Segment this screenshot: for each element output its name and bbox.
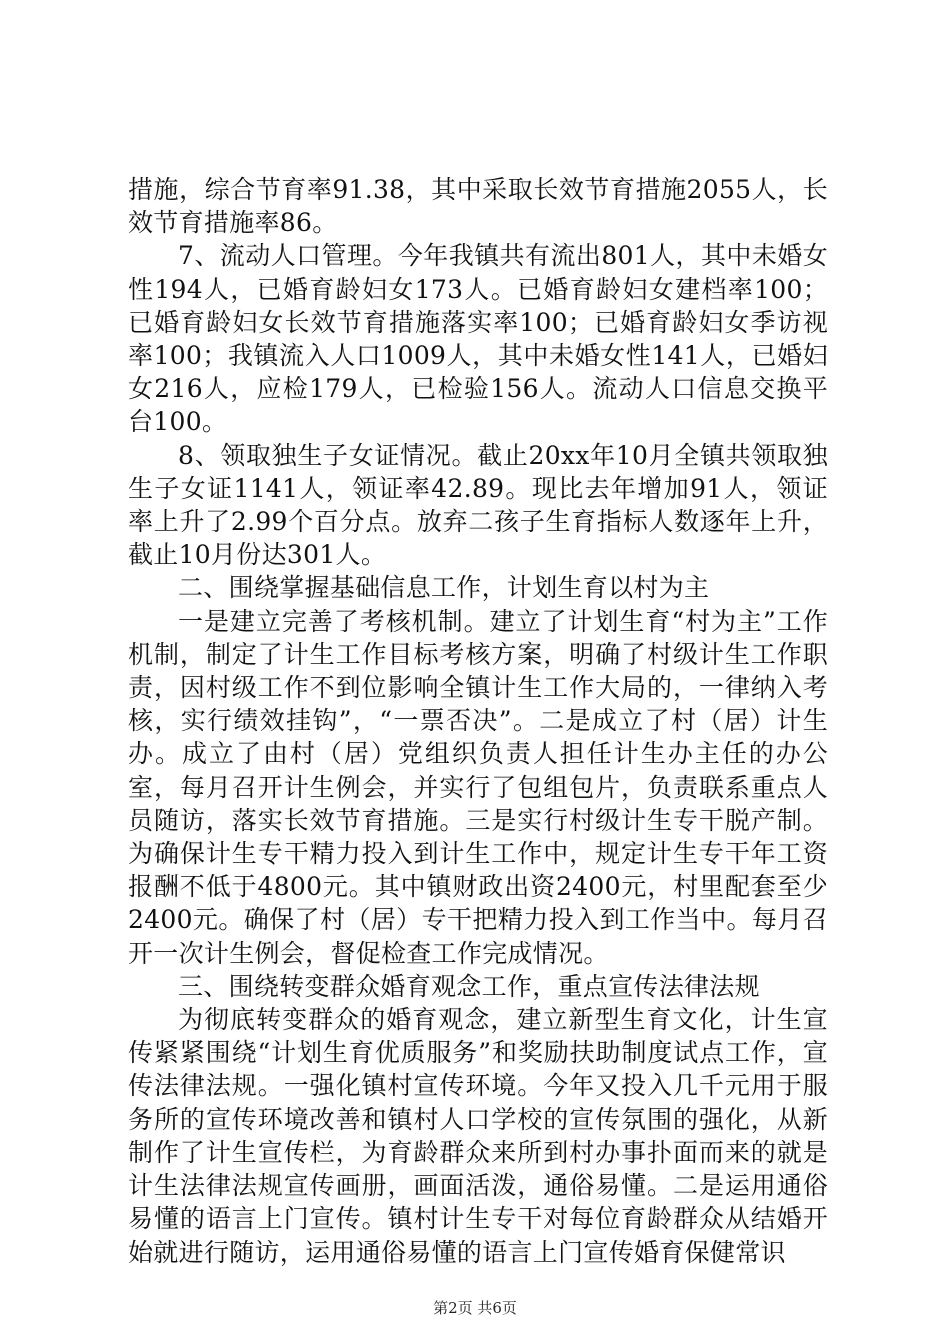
section-heading-2: 二、围绕掌握基础信息工作，计划生育以村为主 <box>178 573 710 603</box>
paragraph-section-2-body: 一是建立完善了考核机制。建立了计划生育“村为主”工作机制，制定了计生工作目标考核方案，明确了村级计生工作职责，因村级工作不到位影响全镇计生工作大局的，一律纳入考核，实行绩效挂钩”，“一票否决”。二是成立了村（居）计生办。成立了由村（居）党组织负责人担任计生办主任的办公室，每月召开计生例会，并实行了包组包片，负责联系重点人员随访，落实长效节育措施。三是实行村级计生专干脱产制。为确保计生专干精力投入到计生工作中，规定计生专干年工资报酬不低于4800元。其中镇财政出资2400元，村里配套至少2400元。确保了村（居）专干把精力投入到工作当中。每月召开一次计生例会，督促检查工作完成情况。 <box>128 606 828 968</box>
document-body <box>128 173 828 1269</box>
paragraph-item-8-only-child-certificate: 8、领取独生子女证情况。截止20xx年10月全镇共领取独生子女证1141人，领证率42.89。现比去年增加91人，领证率上升了2.99个百分点。放弃二孩子生育指标人数逐年上升，截止10月份达301人。 <box>128 440 828 570</box>
paragraph-continued: 措施，综合节育率91.38，其中采取长效节育措施2055人，长效节育措施率86。 <box>128 175 828 238</box>
paragraph-item-7-floating-population: 7、流动人口管理。今年我镇共有流出801人，其中未婚女性194人，已婚育龄妇女173人。已婚育龄妇女建档率100；已婚育龄妇女长效节育措施落实率100；已婚育龄妇女季访视率100；我镇流入人口1009人，其中未婚女性141人，已婚妇女216人，应检179人，已检验156人。流动人口信息交换平台100。 <box>128 241 828 437</box>
paragraph-section-3-body: 为彻底转变群众的婚育观念，建立新型生育文化，计生宣传紧紧围绕“计划生育优质服务”和奖励扶助制度试点工作，宣传法律法规。一强化镇村宣传环境。今年又投入几千元用于服务所的宣传环境改善和镇村人口学校的宣传氛围的强化，从新制作了计生宣传栏，为育龄群众来所到村办事扑面而来的就是计生法律法规宣传画册，画面活泼，通俗易懂。二是运用通俗易懂的语言上门宣传。镇村计生专干对每位育龄群众从结婚开始就进行随访，运用通俗易懂的语言上门宣传婚育保健常识 <box>128 1005 828 1267</box>
page-number-footer: 第2页 共6页 <box>433 1299 517 1317</box>
section-heading-3: 三、围绕转变群众婚育观念工作，重点宣传法律法规 <box>178 971 760 1001</box>
